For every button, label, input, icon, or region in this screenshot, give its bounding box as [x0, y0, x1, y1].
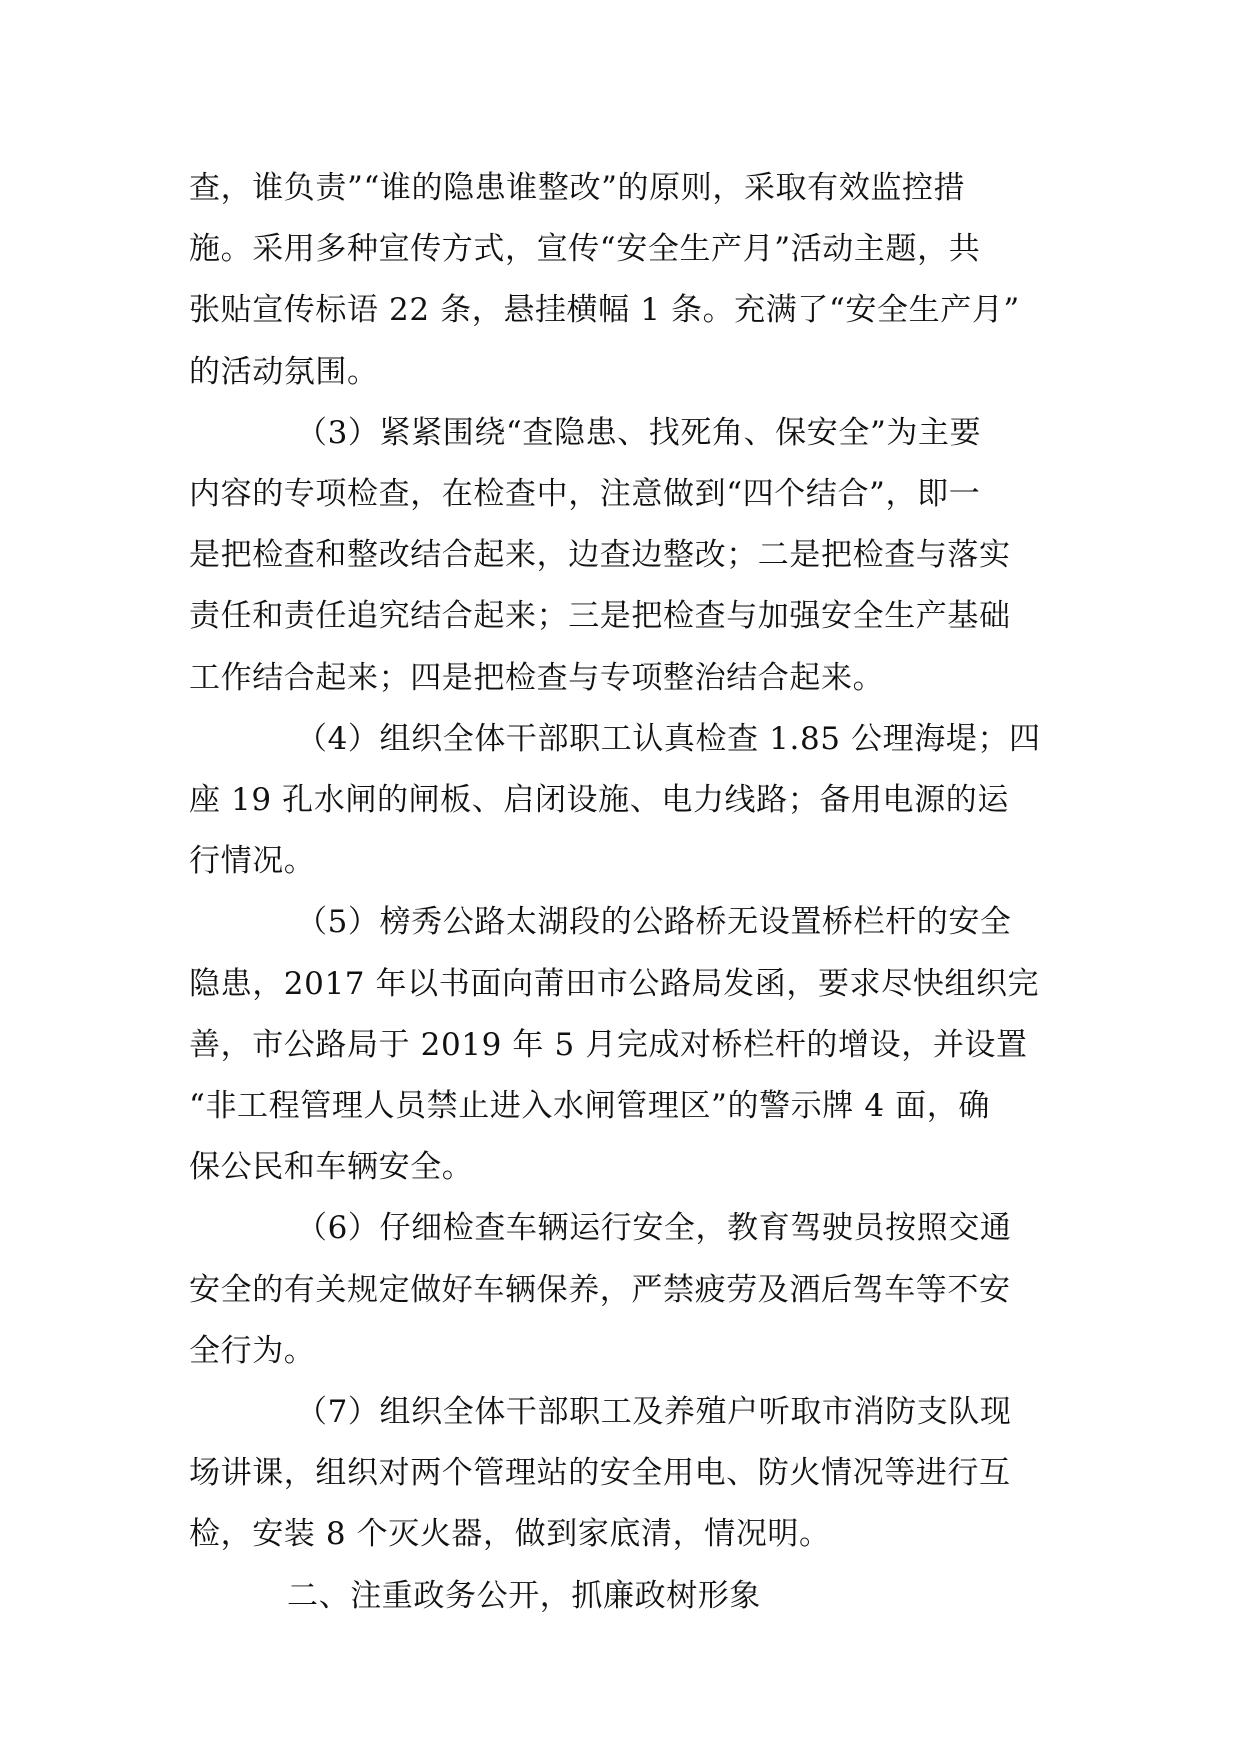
text-line: 保公民和车辆安全。: [189, 1149, 474, 1186]
paragraph-item-6: [189, 1198, 1055, 1382]
paragraph-continuation: [189, 158, 1055, 403]
text-line: 善，市公路局于 2019 年 5 月完成对桥栏杆的增设，并设置: [189, 1026, 1028, 1063]
section-heading-text: 二、注重政务公开，抓廉政树形象: [287, 1577, 761, 1614]
text-line: 行情况。: [189, 843, 316, 880]
text-line: 责任和责任追究结合起来；三是把检查与加强安全生产基础: [189, 598, 1011, 635]
paragraph-item-4: [189, 709, 1055, 893]
text-line: 是把检查和整改结合起来，边查边整改；二是把检查与落实: [189, 537, 1011, 574]
text-line: 场讲课，组织对两个管理站的安全用电、防火情况等进行互: [189, 1455, 1011, 1492]
text-line: （6）仔细检查车辆运行安全，教育驾驶员按照交通: [296, 1210, 1012, 1247]
text-line: （5）榜秀公路太湖段的公路桥无设置桥栏杆的安全: [296, 904, 1012, 941]
text-line: 张贴宣传标语 22 条，悬挂横幅 1 条。充满了“安全生产月”: [189, 292, 1020, 329]
text-line: （3）紧紧围绕“查隐患、找死角、保安全”为主要: [296, 414, 982, 451]
text-line: 施。采用多种宣传方式，宣传“安全生产月”活动主题，共: [189, 231, 981, 268]
paragraph-item-5: [189, 892, 1055, 1198]
paragraph-item-3: [189, 403, 1055, 709]
text-line: 内容的专项检查，在检查中，注意做到“四个结合”，即一: [189, 476, 981, 513]
text-line: 工作结合起来；四是把检查与专项整治结合起来。: [189, 659, 885, 696]
document-body: [189, 158, 1055, 1627]
text-line: 安全的有关规定做好车辆保养，严禁疲劳及酒后驾车等不安: [189, 1271, 1011, 1308]
text-line: （7）组织全体干部职工及养殖户听取市消防支队现: [296, 1394, 1012, 1431]
section-heading: [189, 1566, 1055, 1627]
text-line: 座 19 孔水闸的闸板、启闭设施、电力线路；备用电源的运: [189, 782, 1009, 819]
text-line: 的活动氛围。: [189, 353, 379, 390]
text-line: 全行为。: [189, 1332, 316, 1369]
text-line: （4）组织全体干部职工认真检查 1.85 公理海堤；四: [296, 720, 1041, 757]
text-line: 检，安装 8 个灭火器，做到家底清，情况明。: [189, 1516, 831, 1553]
text-line: “非工程管理人员禁止进入水闸管理区”的警示牌 4 面，确: [189, 1088, 990, 1125]
text-line: 隐患，2017 年以书面向莆田市公路局发函，要求尽快组织完: [189, 965, 1040, 1002]
paragraph-item-7: [189, 1382, 1055, 1566]
text-line: 查，谁负责”“谁的隐患谁整改”的原则，采取有效监控措: [189, 170, 966, 206]
